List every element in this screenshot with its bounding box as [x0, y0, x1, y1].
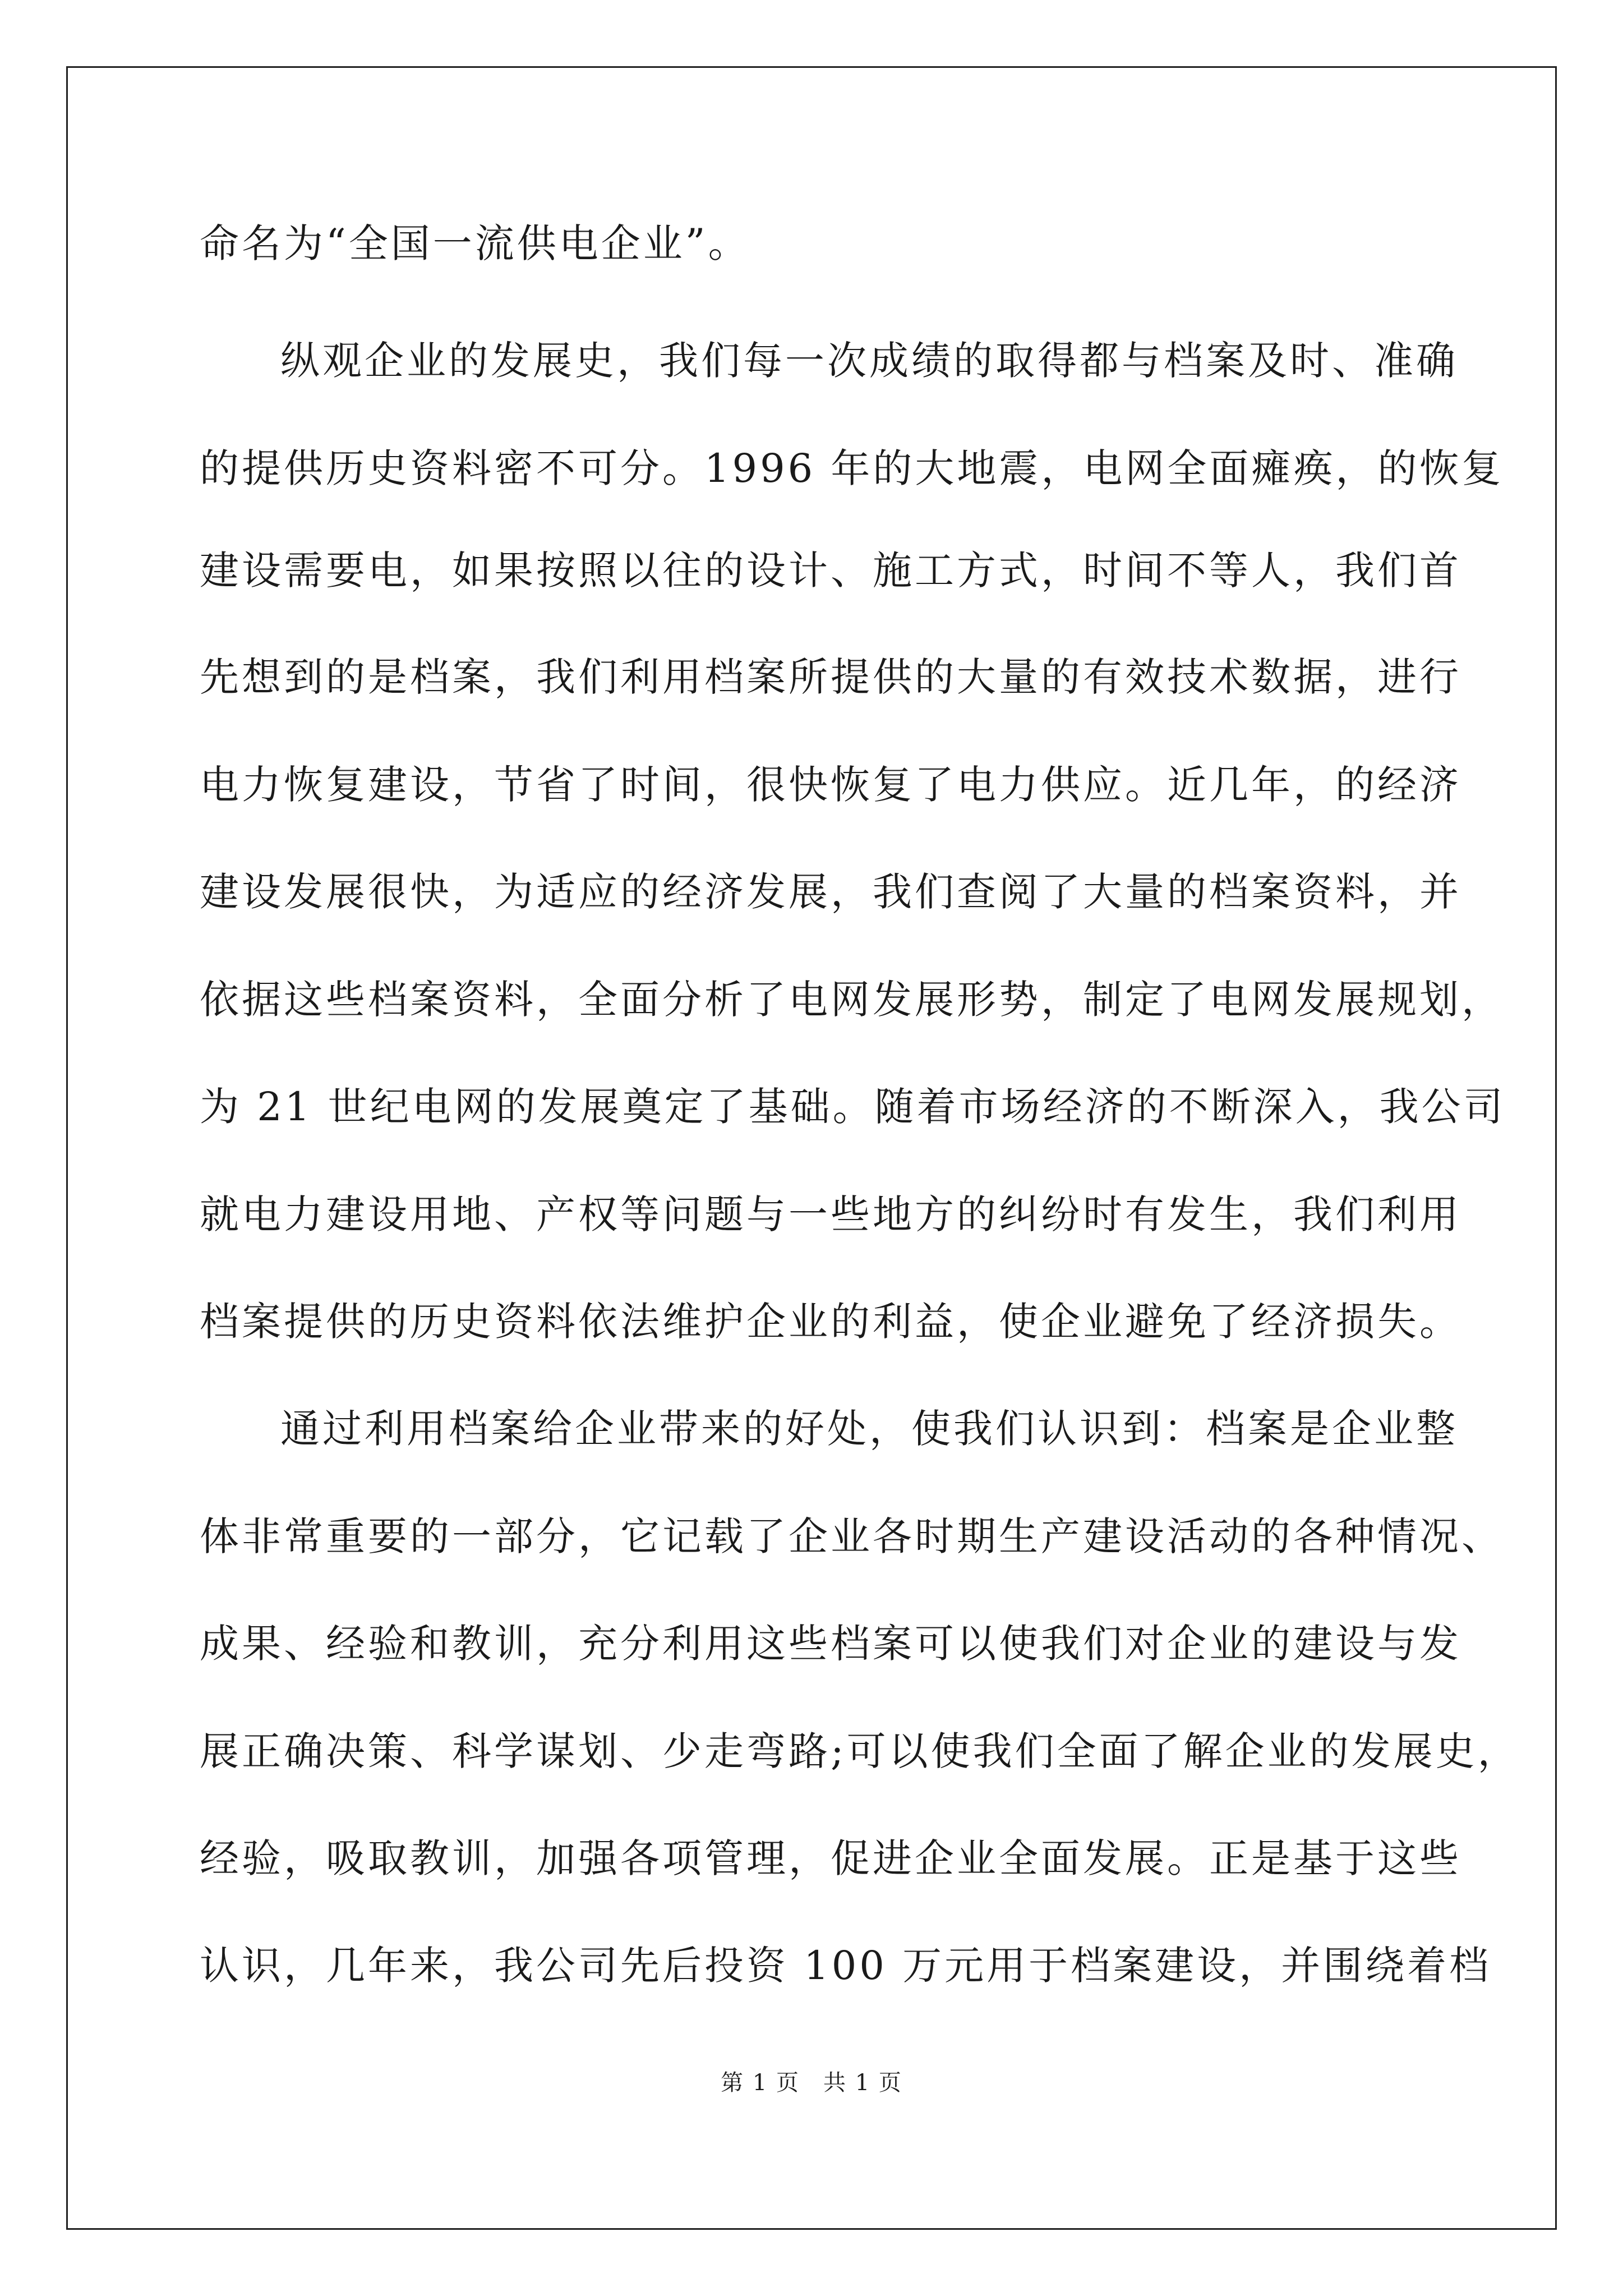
text-line: 通过利用档案给企业带来的好处，使我们认识到：档案是企业整 — [280, 1406, 1458, 1452]
text-line: 档案提供的历史资料依法维护企业的利益，使企业避免了经济损失。 — [200, 1299, 1461, 1345]
text-line: 展正确决策、科学谋划、少走弯路;可以使我们全面了解企业的发展史， — [200, 1728, 1520, 1774]
text-line: 成果、经验和教训，充分利用这些档案可以使我们对企业的建设与发 — [200, 1621, 1461, 1667]
text-line: 电力恢复建设，节省了时间，很快恢复了电力供应。近几年，的经济 — [200, 762, 1461, 808]
text-line: 建设发展很快，为适应的经济发展，我们查阅了大量的档案资料，并 — [200, 869, 1461, 915]
text-line: 建设需要电，如果按照以往的设计、施工方式，时间不等人，我们首 — [200, 547, 1461, 593]
text-line: 的提供历史资料密不可分。1996 年的大地震，电网全面瘫痪，的恢复 — [200, 445, 1504, 491]
text-line: 命名为“全国一流供电企业”。 — [200, 220, 750, 266]
text-line: 依据这些档案资料，全面分析了电网发展形势，制定了电网发展规划， — [200, 977, 1504, 1023]
text-line: 就电力建设用地、产权等问题与一些地方的纠纷时有发生，我们利用 — [200, 1191, 1461, 1237]
text-line: 纵观企业的发展史，我们每一次成绩的取得都与档案及时、准确 — [280, 338, 1458, 384]
text-line: 为 21 世纪电网的发展奠定了基础。随着市场经济的不断深入，我公司 — [200, 1084, 1506, 1130]
text-line: 体非常重要的一部分，它记载了企业各时期生产建设活动的各种情况、 — [200, 1513, 1504, 1559]
text-line: 经验，吸取教训，加强各项管理，促进企业全面发展。正是基于这些 — [200, 1835, 1461, 1881]
text-line: 认识，几年来，我公司先后投资 100 万元用于档案建设，并围绕着档 — [200, 1943, 1492, 1989]
text-line: 先想到的是档案，我们利用档案所提供的大量的有效技术数据，进行 — [200, 654, 1461, 700]
page-footer: 第 1 页 共 1 页 — [721, 2070, 902, 2096]
page-frame — [66, 66, 1557, 2230]
